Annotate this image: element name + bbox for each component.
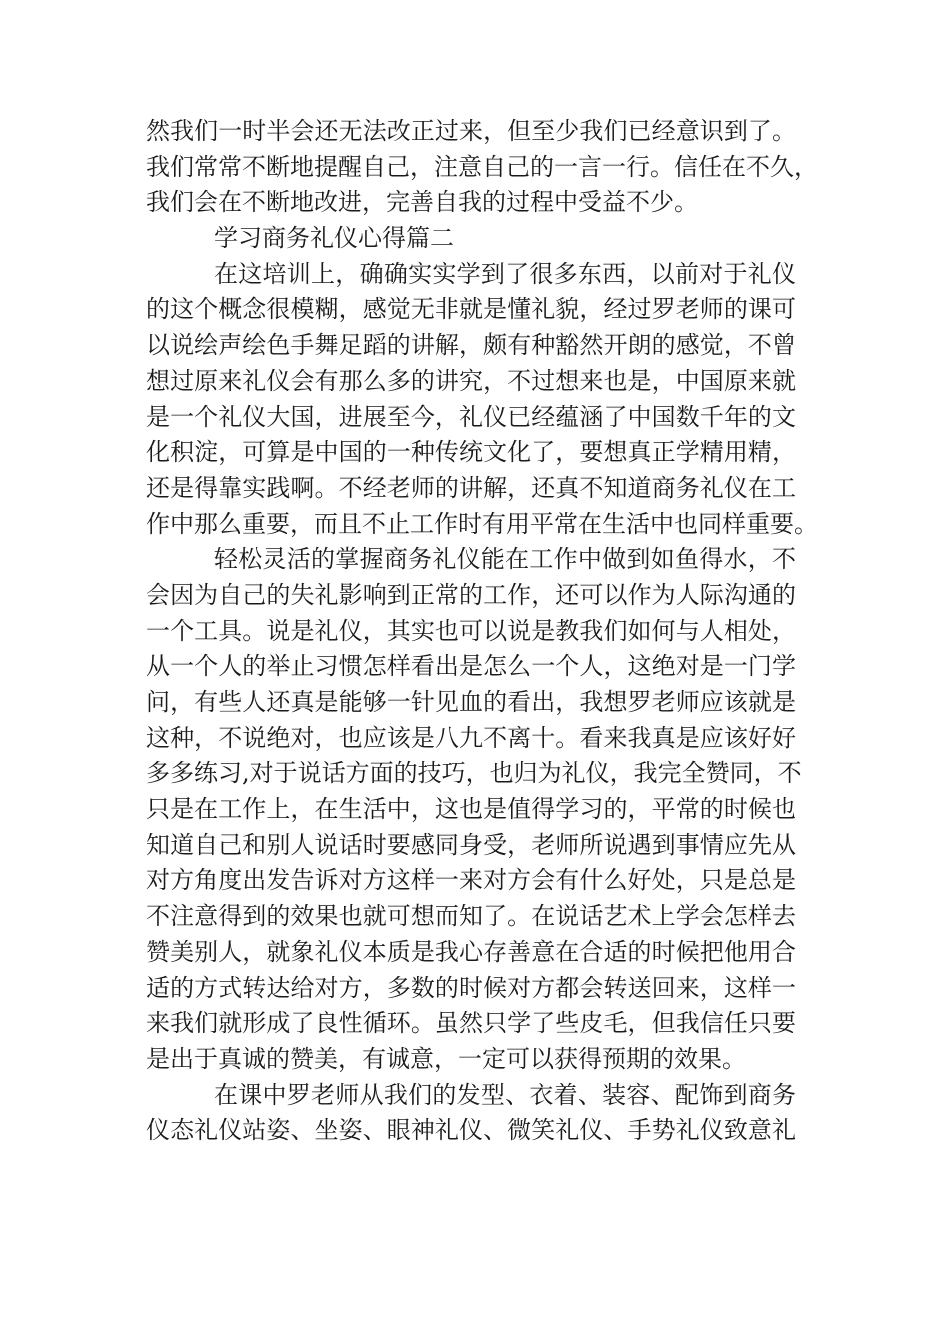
text-line: 我们常常不断地提醒自己，注意自己的一言一行。信任在不久， (146, 152, 818, 181)
text-line: 这种，不说绝对，也应该是八九不离十。看来我真是应该好好 (146, 723, 796, 752)
text-line: 从一个人的举止习惯怎样看出是怎么一个人，这绝对是一门学 (146, 652, 796, 681)
text-line: 以说绘声绘色手舞足蹈的讲解，颇有种豁然开朗的感觉，不曾 (146, 331, 796, 360)
text-line: 对方角度出发告诉对方这样一来对方会有什么好处，只是总是 (146, 866, 796, 895)
text-line: 在课中罗老师从我们的发型、衣着、装容、配饰到商务 (214, 1080, 796, 1109)
text-line: 一个工具。说是礼仪，其实也可以说是教我们如何与人相处， (146, 616, 796, 645)
text-line: 只是在工作上，在生活中，这也是值得学习的，平常的时候也 (146, 795, 796, 824)
text-line: 在这培训上，确确实实学到了很多东西，以前对于礼仪 (214, 259, 796, 288)
text-line: 来我们就形成了良性循环。虽然只学了些皮毛，但我信任只要 (146, 1009, 796, 1038)
document-body (146, 114, 818, 1149)
text-line: 知道自己和别人说话时要感同身受，老师所说遇到事情应先从 (146, 830, 796, 859)
text-line: 还是得靠实践啊。不经老师的讲解，还真不知道商务礼仪在工 (146, 473, 796, 502)
text-line: 然我们一时半会还无法改正过来，但至少我们已经意识到了。 (146, 117, 796, 145)
text-line: 仪态礼仪站姿、坐姿、眼神礼仪、微笑礼仪、手势礼仪致意礼 (146, 1116, 796, 1145)
text-line: 多多练习,对于说话方面的技巧，也归为礼仪，我完全赞同，不 (146, 759, 802, 788)
text-line: 会因为自己的失礼影响到正常的工作，还可以作为人际沟通的 (146, 580, 796, 609)
text-line: 学习商务礼仪心得篇二 (214, 224, 454, 253)
text-line: 我们会在不断地改进，完善自我的过程中受益不少。 (146, 188, 698, 217)
text-line: 是一个礼仪大国，进展至今，礼仪已经蕴涵了中国数千年的文 (146, 402, 796, 431)
text-line: 化积淀，可算是中国的一种传统文化了，要想真正学精用精， (146, 438, 796, 467)
text-line: 适的方式转达给对方，多数的时候对方都会转送回来，这样一 (146, 973, 796, 1002)
text-line: 问，有些人还真是能够一针见血的看出，我想罗老师应该就是 (146, 688, 796, 716)
text-line: 是出于真诚的赞美，有诚意，一定可以获得预期的效果。 (146, 1044, 746, 1073)
text-line: 想过原来礼仪会有那么多的讲究，不过想来也是，中国原来就 (146, 366, 796, 395)
text-line: 不注意得到的效果也就可想而知了。在说话艺术上学会怎样去 (146, 902, 796, 931)
text-line: 的这个概念很模糊，感觉无非就是懂礼貌，经过罗老师的课可 (146, 295, 796, 324)
text-line: 赞美别人，就象礼仪本质是我心存善意在合适的时候把他用合 (146, 937, 796, 966)
text-line: 轻松灵活的掌握商务礼仪能在工作中做到如鱼得水，不 (214, 545, 796, 574)
text-line: 作中那么重要，而且不止工作时有用平常在生活中也同样重要。 (146, 509, 818, 538)
